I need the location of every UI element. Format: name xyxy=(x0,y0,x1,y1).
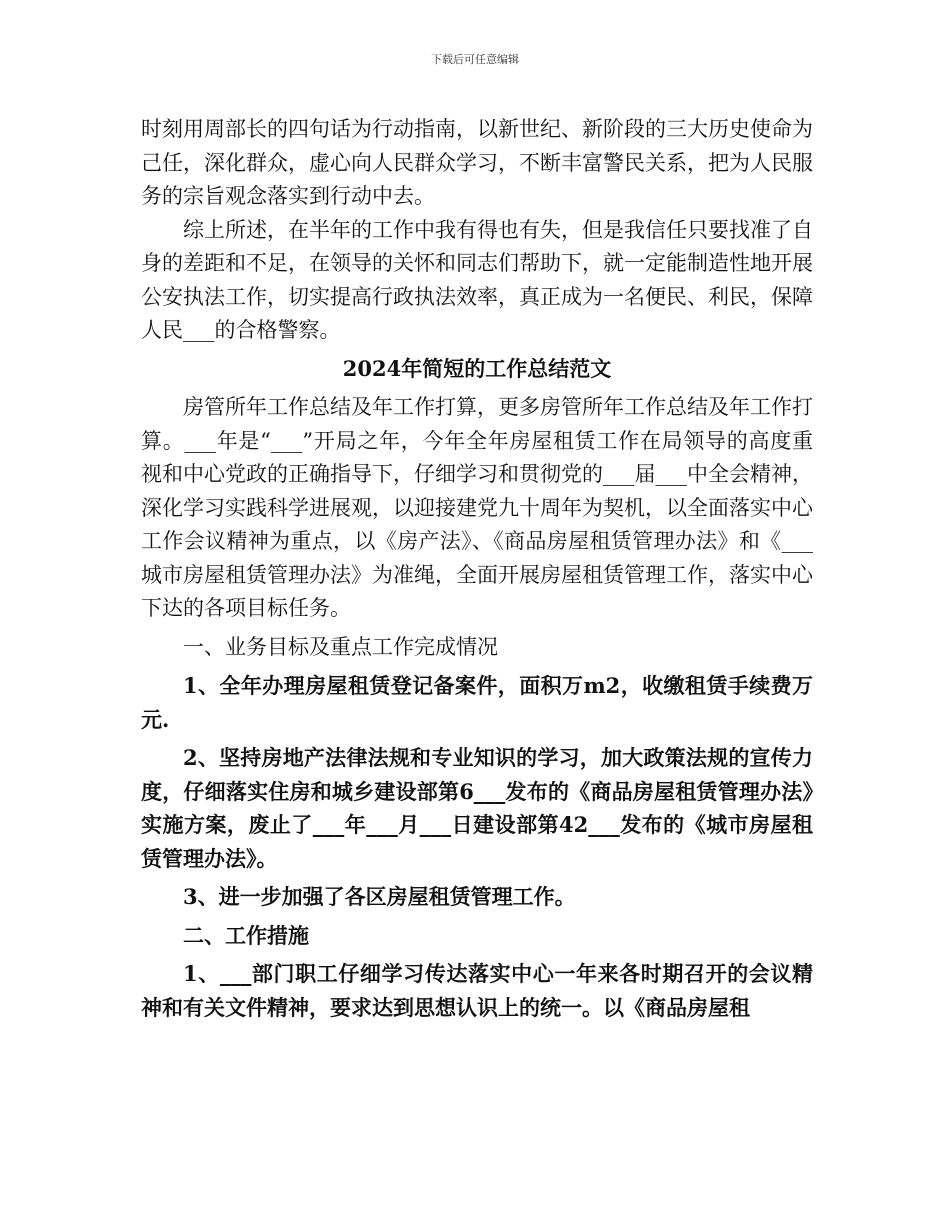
list-item-3: 3、进一步加强了各区房屋租赁管理工作。 xyxy=(183,884,576,909)
paragraph-summary: 综上所述，在半年的工作中我有得也有失，但是我信任只要找准了自身的差距和不足，在领导的关怀和同志们帮助下，就一定能制造性地开展公安执法工作，切实提高行政执法效率，真正成为一名便民、利民，保障人民___的合格警察。 xyxy=(141,217,813,342)
page-header: 下载后可任意编辑 xyxy=(431,53,519,66)
article-title: 2024年简短的工作总结范文 xyxy=(342,355,612,381)
section-heading-2: 二、工作措施 xyxy=(183,922,309,948)
article-intro: 房管所年工作总结及年工作打算，更多房管所年工作总结及年工作打算。___年是“___”开局之年，今年全年房屋租赁工作在局领导的高度重视和中心党政的正确指导下，仔细学习和贯彻党的___届___中全会精神，深化学习实践科学进展观，以迎接建党九十周年为契机，以全面落实中心工作会议精神为重点，以《房产法》、《商品房屋租赁管理办法》和《___城市房屋租赁管理办法》为准绳，全面开展房屋租赁管理工作，落实中心下达的各项目标任务。 xyxy=(141,395,813,620)
document-body xyxy=(141,113,813,1024)
list-item-4: 1、___部门职工仔细学习传达落实中心一年来各时期召开的会议精神和有关文件精神，要求达到思想认识上的统一。以《商品房屋租 xyxy=(141,961,813,1020)
list-item-1: 1、全年办理房屋租赁登记备案件，面积万m2，收缴租赁手续费万元. xyxy=(141,673,813,732)
list-item-2: 2、坚持房地产法律法规和专业知识的学习，加大政策法规的宣传力度，仔细落实住房和城乡建设部第6___发布的《商品房屋租赁管理办法》实施方案，废止了___年___月___日建设部第42___发布的《城市房屋租赁管理办法》。 xyxy=(141,745,813,871)
section-heading-1: 一、业务目标及重点工作完成情况 xyxy=(183,634,498,659)
paragraph-continuation: 时刻用周部长的四句话为行动指南，以新世纪、新阶段的三大历史使命为己任，深化群众，虚心向人民群众学习，不断丰富警民关系，把为人民服务的宗旨观念落实到行动中去。 xyxy=(141,117,813,208)
